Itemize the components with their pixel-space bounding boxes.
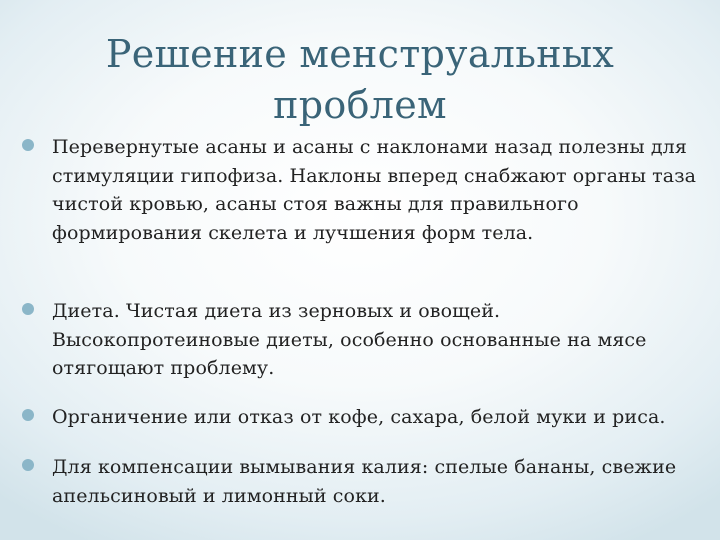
- bullet-dot-icon: [22, 459, 34, 471]
- bullet-text: Диета. Чистая диета из зерновых и овощей. Высокопротеиновые диеты, особенно основанные на мясе отягощают проблему.: [52, 300, 647, 379]
- bullet-text: Органичение или отказ от кофе, сахара, белой муки и риса.: [52, 406, 666, 428]
- bullet-dot-icon: [22, 139, 34, 151]
- bullet-dot-icon: [22, 303, 34, 315]
- bullet-dot-icon: [22, 409, 34, 421]
- bullet-text: Перевернутые асаны и асаны с наклонами назад полезны для стимуляции гипофиза. Наклоны вперед снабжают органы таза чистой кровью, асаны стоя важны для правильного формирования скелета и лучшения форм тела.: [52, 136, 697, 244]
- slide-title: Решение менструальных проблем: [105, 32, 615, 128]
- bullet-text: Для компенсации вымывания калия: спелые бананы, свежие апельсиновый и лимонный соки.: [52, 456, 677, 507]
